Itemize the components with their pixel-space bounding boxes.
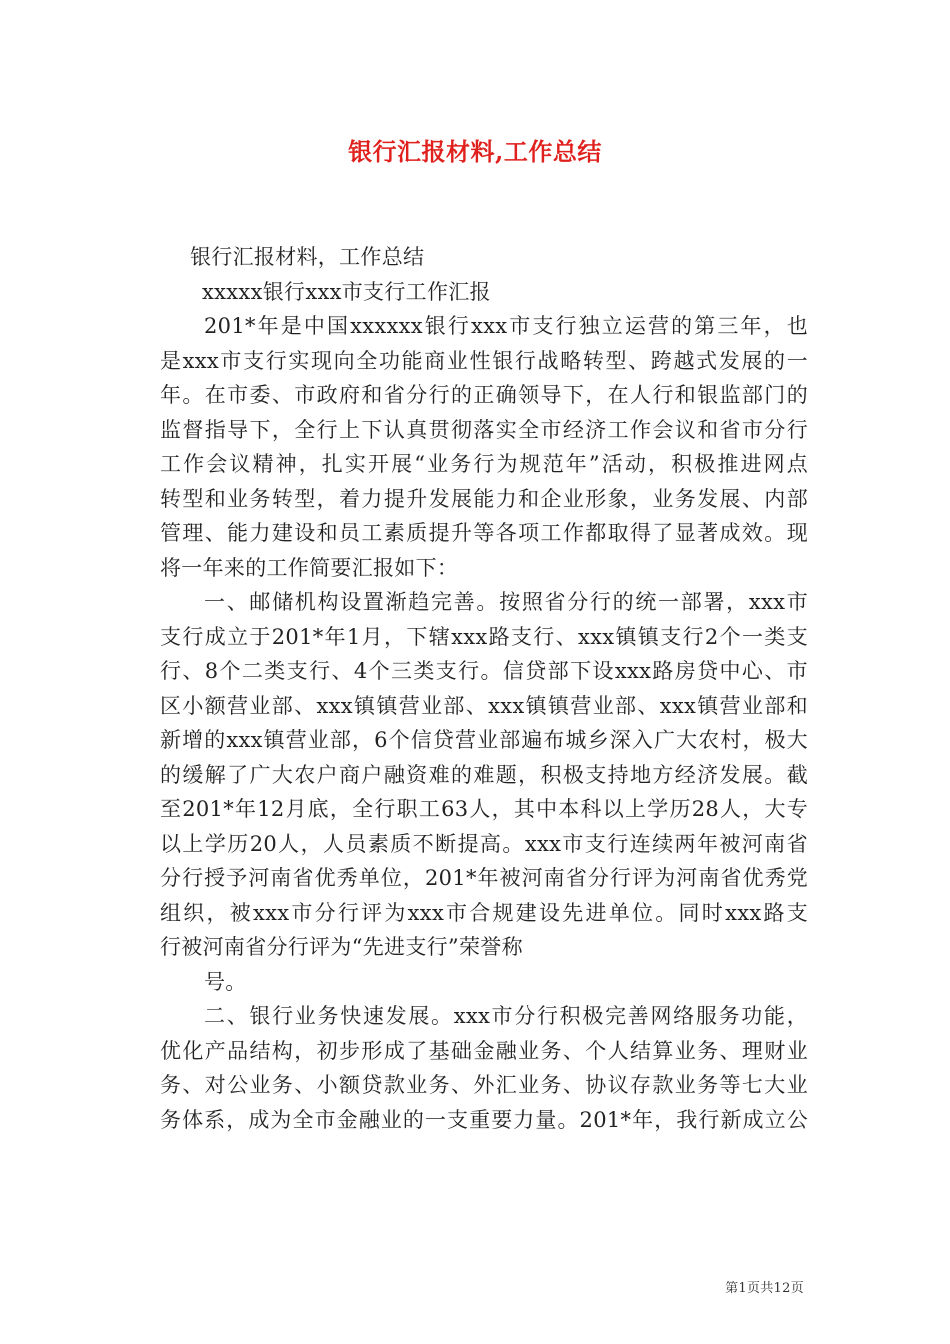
text-line: 是xxx市支行实现向全功能商业性银行战略转型、跨越式发展的一 bbox=[160, 348, 808, 373]
text-line: 务、对公业务、小额贷款业务、外汇业务、协议存款业务等七大业 bbox=[160, 1073, 808, 1097]
text-line: 二、银行业务快速发展。xxx市分行积极完善网络服务功能， bbox=[204, 1004, 808, 1028]
page-title: 银行汇报材料,工作总结 bbox=[348, 137, 602, 166]
text-line: 年。在市委、市政府和省分行的正确领导下，在人行和银监部门的 bbox=[160, 383, 808, 407]
text-line: 务体系，成为全市金融业的一支重要力量。201*年，我行新成立公 bbox=[160, 1107, 808, 1132]
text-line: 号。 bbox=[204, 969, 247, 994]
text-line: xxxxx银行xxx市支行工作汇报 bbox=[202, 279, 491, 304]
text-line: 工作会议精神，扎实开展“业务行为规范年”活动，积极推进网点 bbox=[160, 452, 808, 476]
text-line: 优化产品结构，初步形成了基础金融业务、个人结算业务、理财业 bbox=[160, 1038, 808, 1063]
text-line: 行、8个二类支行、4个三类支行。信贷部下设xxx路房贷中心、市 bbox=[160, 659, 808, 683]
text-line: 以上学历20人，人员素质不断提高。xxx市支行连续两年被河南省 bbox=[160, 831, 808, 856]
text-line: 转型和业务转型，着力提升发展能力和企业形象，业务发展、内部 bbox=[160, 486, 808, 511]
text-line: 一、邮储机构设置渐趋完善。按照省分行的统一部署，xxx市 bbox=[204, 590, 808, 614]
page-number: 第1页共12页 bbox=[725, 1281, 804, 1296]
text-line: 新增的xxx镇营业部，6个信贷营业部遍布城乡深入广大农村，极大 bbox=[160, 728, 808, 752]
text-line: 分行授予河南省优秀单位，201*年被河南省分行评为河南省优秀党 bbox=[160, 866, 808, 890]
text-line: 的缓解了广大农户商户融资难的难题，积极支持地方经济发展。截 bbox=[160, 762, 808, 787]
text-line: 管理、能力建设和员工素质提升等各项工作都取得了显著成效。现 bbox=[160, 521, 808, 545]
text-line: 区小额营业部、xxx镇镇营业部、xxx镇镇营业部、xxx镇营业部和 bbox=[160, 693, 808, 718]
text-line: 行被河南省分行评为“先进支行”荣誉称 bbox=[160, 935, 523, 959]
text-line: 201*年是中国xxxxxx银行xxx市支行独立运营的第三年，也 bbox=[204, 314, 808, 338]
text-line: 监督指导下，全行上下认真贯彻落实全市经济工作会议和省市分行 bbox=[160, 417, 808, 442]
text-line: 将一年来的工作简要汇报如下： bbox=[160, 555, 459, 580]
document-body bbox=[160, 240, 808, 1137]
text-line: 银行汇报材料，工作总结 bbox=[190, 245, 425, 269]
text-line: 组织，被xxx市分行评为xxx市合规建设先进单位。同时xxx路支 bbox=[160, 900, 808, 925]
text-line: 支行成立于201*年1月，下辖xxx路支行、xxx镇镇支行2个一类支 bbox=[160, 624, 808, 649]
text-line: 至201*年12月底，全行职工63人，其中本科以上学历28人，大专 bbox=[160, 797, 808, 821]
